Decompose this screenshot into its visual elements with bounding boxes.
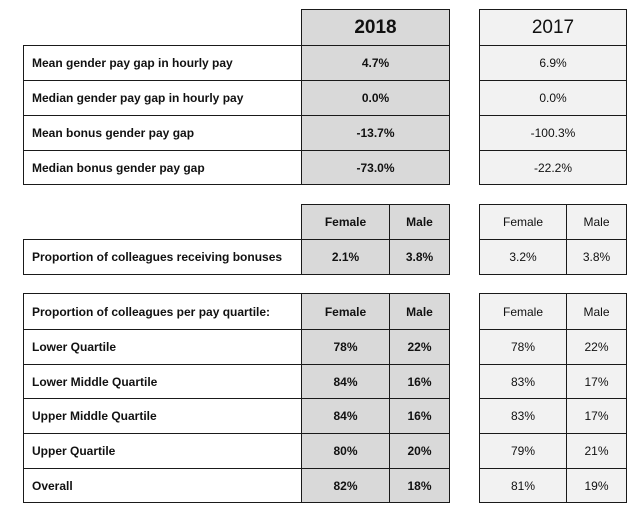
quartile-2018-male-upper-middle: 16%	[389, 398, 450, 434]
quartile-label-upper: Upper Quartile	[23, 433, 302, 469]
quartile-2018-male-upper: 20%	[389, 433, 450, 469]
header-2018: 2018	[301, 9, 450, 46]
quartile-2018-female-header: Female	[301, 293, 390, 330]
pay-gap-2017-mean-bonus: -100.3%	[479, 115, 627, 151]
bonus-2017-male: 3.8%	[566, 239, 627, 275]
bonus-2018-male-header: Male	[389, 204, 450, 240]
quartile-2017-male-lower-middle: 17%	[566, 364, 627, 399]
pay-gap-label-mean-hourly: Mean gender pay gap in hourly pay	[23, 45, 302, 81]
quartile-2018-female-lower-middle: 84%	[301, 364, 390, 399]
quartile-2018-female-lower: 78%	[301, 329, 390, 365]
quartile-2017-male-lower: 22%	[566, 329, 627, 365]
quartile-2017-male-upper-middle: 17%	[566, 398, 627, 434]
quartile-2018-female-upper-middle: 84%	[301, 398, 390, 434]
quartile-2017-female-overall: 81%	[479, 468, 567, 503]
bonus-2017-female: 3.2%	[479, 239, 567, 275]
pay-gap-2018-mean-hourly: 4.7%	[301, 45, 450, 81]
header-2017: 2017	[479, 9, 627, 46]
quartile-2017-female-header: Female	[479, 293, 567, 330]
quartile-2018-male-lower: 22%	[389, 329, 450, 365]
bonus-2018-male: 3.8%	[389, 239, 450, 275]
quartile-label-lower-middle: Lower Middle Quartile	[23, 364, 302, 399]
bonus-2018-female: 2.1%	[301, 239, 390, 275]
quartile-2017-female-upper-middle: 83%	[479, 398, 567, 434]
quartile-label-overall: Overall	[23, 468, 302, 503]
pay-gap-2018-mean-bonus: -13.7%	[301, 115, 450, 151]
quartile-2017-female-lower-middle: 83%	[479, 364, 567, 399]
bonus-2017-female-header: Female	[479, 204, 567, 240]
quartile-2018-male-header: Male	[389, 293, 450, 330]
pay-gap-2018-median-bonus: -73.0%	[301, 150, 450, 185]
quartile-2017-male-upper: 21%	[566, 433, 627, 469]
quartile-2017-female-upper: 79%	[479, 433, 567, 469]
pay-gap-label-median-bonus: Median bonus gender pay gap	[23, 150, 302, 185]
quartile-2018-male-overall: 18%	[389, 468, 450, 503]
pay-gap-2018-median-hourly: 0.0%	[301, 80, 450, 116]
quartile-2018-female-overall: 82%	[301, 468, 390, 503]
quartile-label-lower: Lower Quartile	[23, 329, 302, 365]
quartile-header-label: Proportion of colleagues per pay quartile:	[23, 293, 302, 330]
pay-gap-label-median-hourly: Median gender pay gap in hourly pay	[23, 80, 302, 116]
pay-gap-2017-mean-hourly: 6.9%	[479, 45, 627, 81]
pay-gap-2017-median-hourly: 0.0%	[479, 80, 627, 116]
bonus-2017-male-header: Male	[566, 204, 627, 240]
pay-gap-2017-median-bonus: -22.2%	[479, 150, 627, 185]
bonus-label: Proportion of colleagues receiving bonuses	[23, 239, 302, 275]
bonus-2018-female-header: Female	[301, 204, 390, 240]
quartile-label-upper-middle: Upper Middle Quartile	[23, 398, 302, 434]
quartile-2017-female-lower: 78%	[479, 329, 567, 365]
quartile-2017-male-header: Male	[566, 293, 627, 330]
quartile-2018-female-upper: 80%	[301, 433, 390, 469]
quartile-2017-male-overall: 19%	[566, 468, 627, 503]
quartile-2018-male-lower-middle: 16%	[389, 364, 450, 399]
pay-gap-label-mean-bonus: Mean bonus gender pay gap	[23, 115, 302, 151]
